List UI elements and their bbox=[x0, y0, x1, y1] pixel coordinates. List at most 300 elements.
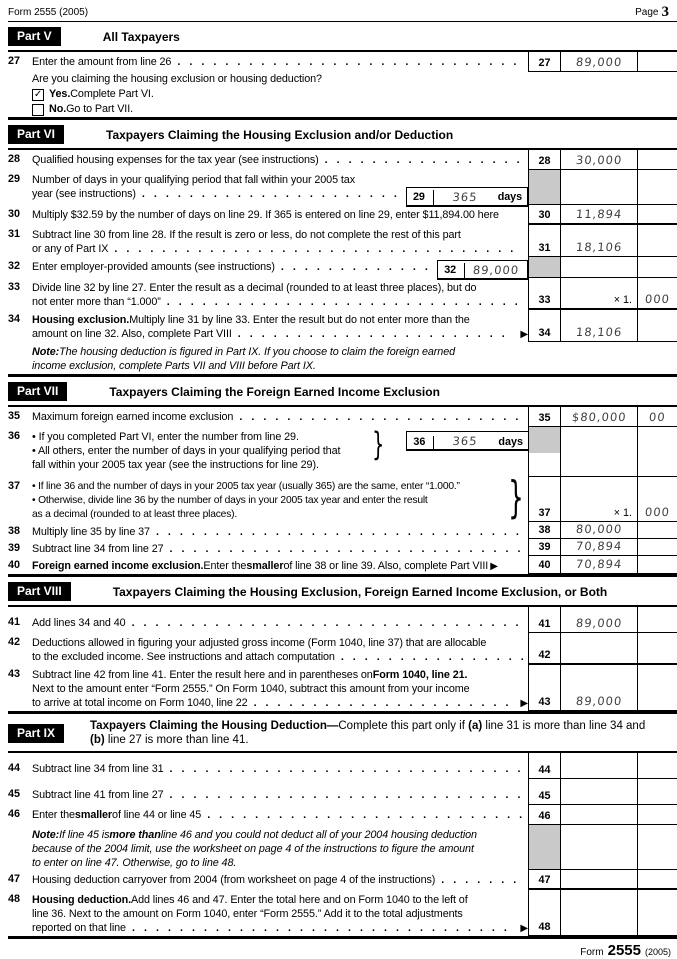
line-number: 44 bbox=[8, 762, 21, 774]
row-left bbox=[8, 825, 528, 870]
text-line bbox=[32, 102, 528, 116]
text-segment: Yes. bbox=[49, 88, 71, 100]
line-42-cents-field[interactable] bbox=[637, 633, 677, 665]
line-text bbox=[32, 52, 528, 72]
part-vi-section bbox=[8, 117, 677, 374]
row-left bbox=[8, 753, 528, 779]
text-line bbox=[32, 856, 528, 870]
continue-arrow-icon: ▶ bbox=[520, 698, 528, 709]
continue-arrow-icon: ▶ bbox=[520, 329, 528, 340]
text-segment: Deductions allowed in figuring your adjusted gross income (Form 1040, line 37) that are allocable bbox=[32, 637, 487, 649]
line-40-number-box: 40 bbox=[528, 556, 560, 574]
text-segment: income exclusion, complete Parts VII and VIII before Part IX. bbox=[32, 360, 316, 372]
footer-form-year: (2005) bbox=[644, 947, 671, 957]
text-line bbox=[32, 410, 528, 424]
line-28-cents-field[interactable] bbox=[637, 150, 677, 170]
line-43-number-box: 43 bbox=[528, 665, 560, 711]
text-segment: Housing exclusion. bbox=[32, 314, 130, 326]
text-line bbox=[32, 808, 528, 822]
dot-leader bbox=[239, 410, 524, 424]
line-text bbox=[32, 890, 528, 936]
line-text bbox=[32, 102, 528, 117]
part-ix-header bbox=[8, 714, 677, 753]
row-32 bbox=[8, 257, 677, 278]
text-segment: (a) bbox=[468, 720, 483, 732]
text-segment: Maximum foreign earned income exclusion bbox=[32, 411, 234, 423]
text-segment: Next to the amount enter “Form 2555.” On Form 1040, subtract this amount from your income bbox=[32, 683, 470, 695]
line-32-inner-box bbox=[437, 260, 528, 280]
yes-checkbox[interactable] bbox=[32, 89, 44, 101]
part-vii-badge: Part VII bbox=[8, 382, 67, 401]
line-text bbox=[32, 633, 528, 665]
line-28-amount-field[interactable] bbox=[560, 150, 637, 170]
row-43 bbox=[8, 665, 677, 711]
brace-icon: } bbox=[508, 472, 524, 523]
line-number: 37 bbox=[8, 480, 21, 492]
text-segment: Enter employer-provided amounts (see instructions) bbox=[32, 261, 275, 273]
line-text bbox=[32, 170, 528, 205]
dot-leader bbox=[156, 525, 524, 539]
text-segment: If line 45 is bbox=[59, 829, 110, 841]
text-line bbox=[32, 327, 528, 342]
line-text bbox=[32, 427, 528, 477]
line-text bbox=[32, 257, 528, 278]
text-segment: Go to Part VII. bbox=[66, 103, 134, 115]
line-42-number-box: 42 bbox=[528, 633, 560, 665]
line-text bbox=[32, 539, 528, 556]
text-segment: Taxpayers Claiming the Foreign Earned Income Exclusion bbox=[109, 384, 440, 399]
text-segment: • If line 36 and the number of days in your 2005 tax year (usually 365) are the same, enter “1.000.” bbox=[32, 481, 460, 492]
line-37-amount-field[interactable] bbox=[560, 477, 637, 522]
line-45-cents-field[interactable] bbox=[637, 779, 677, 805]
line-number bbox=[8, 825, 32, 870]
text-line bbox=[32, 295, 528, 309]
line-33-cents-value: 000 bbox=[644, 292, 671, 306]
line-46-cents-field[interactable] bbox=[637, 805, 677, 825]
text-segment: Add lines 46 and 47. Enter the total here and on Form 1040 to the left of bbox=[130, 894, 468, 906]
text-segment: year (see instructions) bbox=[32, 188, 136, 200]
dot-leader bbox=[142, 187, 398, 201]
line-48-amount-field[interactable] bbox=[560, 890, 637, 936]
text-segment: Taxpayers Claiming the Housing Exclusion and/or Deduction bbox=[106, 127, 454, 142]
line-31-amount-field[interactable] bbox=[560, 225, 637, 257]
row-47 bbox=[8, 870, 677, 890]
row-31 bbox=[8, 225, 677, 257]
line-27-value: 89,000 bbox=[575, 55, 623, 69]
line-30-cents-field[interactable] bbox=[637, 205, 677, 225]
text-segment: Note: bbox=[32, 346, 60, 358]
text-line bbox=[32, 893, 528, 907]
row-38 bbox=[8, 522, 677, 539]
dot-leader bbox=[341, 650, 524, 664]
line-47-amount-field[interactable] bbox=[560, 870, 637, 890]
text-segment: Multiply line 35 by line 37 bbox=[32, 526, 150, 538]
row-left bbox=[8, 539, 528, 556]
line-41-amount-field[interactable] bbox=[560, 607, 637, 633]
line-text bbox=[32, 665, 528, 711]
row-left bbox=[8, 310, 528, 342]
line-33-number-box: 33 bbox=[528, 278, 560, 310]
line-36-number-box bbox=[528, 427, 560, 477]
text-segment: line 31 is more than line 34 and bbox=[482, 720, 646, 732]
text-segment: of line 44 or line 45 bbox=[112, 809, 202, 821]
text-line bbox=[32, 636, 528, 650]
line-32-cents-field[interactable] bbox=[637, 257, 677, 278]
row-left bbox=[8, 805, 528, 825]
line-text bbox=[32, 278, 528, 310]
check-icon: ✓ bbox=[33, 89, 43, 100]
text-segment: Taxpayers Claiming the Housing Exclusion, Foreign Earned Income Exclusion, or Both bbox=[112, 584, 608, 599]
text-line bbox=[32, 359, 528, 373]
line-30-amount-field[interactable] bbox=[560, 205, 637, 225]
part-vii-section bbox=[8, 374, 677, 574]
row-left bbox=[8, 407, 528, 427]
line-48-number-box: 48 bbox=[528, 890, 560, 936]
line-number: 31 bbox=[8, 228, 21, 240]
part-vi-title bbox=[106, 128, 453, 142]
line-45-number-box: 45 bbox=[528, 779, 560, 805]
part-vi-badge: Part VI bbox=[8, 125, 64, 144]
row-left bbox=[8, 607, 528, 633]
row-left bbox=[8, 257, 528, 278]
line-36-inner-value-field[interactable]: 365 bbox=[452, 434, 479, 448]
line-text bbox=[32, 825, 528, 870]
line-34-amount-field[interactable] bbox=[560, 310, 637, 342]
line-36-amount-field[interactable] bbox=[560, 427, 637, 477]
text-line bbox=[32, 668, 528, 682]
line-number: 35 bbox=[8, 410, 21, 422]
line-number: 29 bbox=[8, 173, 21, 185]
text-line bbox=[32, 228, 528, 242]
line-29-inner-box bbox=[406, 187, 528, 207]
text-line bbox=[32, 173, 528, 187]
line-number: 30 bbox=[8, 208, 21, 220]
text-segment: (b) bbox=[90, 734, 105, 746]
text-segment: as a decimal (rounded to at least three places). bbox=[32, 509, 238, 520]
row-34 bbox=[8, 310, 677, 342]
line-number: 34 bbox=[8, 313, 21, 325]
part-v-section bbox=[8, 22, 677, 117]
line-43-amount-field[interactable] bbox=[560, 665, 637, 711]
text-line bbox=[32, 72, 528, 86]
line-39-cents-field[interactable] bbox=[637, 539, 677, 556]
line-number: 27 bbox=[8, 55, 21, 67]
text-segment: Form 1040, line 21. bbox=[372, 669, 468, 681]
line-27-number-box: 27 bbox=[528, 52, 560, 72]
text-segment: Qualified housing expenses for the tax year (see instructions) bbox=[32, 154, 319, 166]
text-line bbox=[32, 525, 528, 539]
line-36-inner-box bbox=[406, 431, 529, 451]
dot-leader bbox=[114, 242, 524, 256]
line-number bbox=[8, 342, 32, 374]
dot-leader bbox=[170, 542, 524, 556]
page-number: 3 bbox=[661, 4, 669, 20]
text-line bbox=[32, 762, 528, 776]
text-segment: Multiply line 31 by line 33. Enter the result but do not enter more than the bbox=[129, 314, 470, 326]
line-text bbox=[32, 556, 528, 574]
line-44-cents-field[interactable] bbox=[637, 753, 677, 779]
line-36-inner-number: 36 bbox=[407, 436, 434, 449]
dot-leader bbox=[207, 808, 524, 822]
part-ix-badge: Part IX bbox=[8, 724, 64, 743]
line-29-amount-field[interactable] bbox=[560, 170, 637, 205]
row-40 bbox=[8, 556, 677, 574]
line-43-value: 89,000 bbox=[575, 694, 623, 708]
row-29 bbox=[8, 170, 677, 205]
part-viii-section bbox=[8, 574, 677, 711]
text-line bbox=[32, 458, 528, 472]
text-line bbox=[32, 696, 528, 711]
line-40-value: 70,894 bbox=[575, 557, 623, 571]
line-number: 40 bbox=[8, 559, 21, 571]
text-line bbox=[32, 508, 528, 522]
line-44-amount-field[interactable] bbox=[560, 753, 637, 779]
row-left bbox=[8, 205, 528, 225]
row bbox=[8, 825, 677, 870]
text-line bbox=[32, 907, 528, 921]
text-segment: Complete this part only if bbox=[338, 720, 469, 732]
page-footer bbox=[8, 939, 677, 959]
text-line bbox=[32, 842, 528, 856]
line-38-number-box: 38 bbox=[528, 522, 560, 539]
page-label: Page bbox=[635, 7, 659, 18]
text-line bbox=[32, 260, 528, 278]
dot-leader bbox=[254, 696, 515, 710]
line-40-amount-field[interactable] bbox=[560, 556, 637, 574]
continue-arrow-icon: ▶ bbox=[520, 923, 528, 934]
footer-form-word: Form bbox=[580, 947, 604, 958]
row-48 bbox=[8, 890, 677, 936]
line-46-amount-field[interactable] bbox=[560, 805, 637, 825]
text-segment: • Otherwise, divide line 36 by the number of days in your 2005 tax year and enter the result bbox=[32, 495, 428, 506]
line-35-cents-field[interactable] bbox=[637, 407, 677, 427]
line-35-cents-value: 00 bbox=[648, 410, 667, 424]
line-text bbox=[32, 779, 528, 805]
row-left bbox=[8, 87, 528, 102]
text-line bbox=[32, 650, 528, 664]
line-42-amount-field[interactable] bbox=[560, 633, 637, 665]
text-segment: Housing deduction. bbox=[32, 894, 131, 906]
line-number: 38 bbox=[8, 525, 21, 537]
row-44 bbox=[8, 753, 677, 779]
no-checkbox[interactable] bbox=[32, 104, 44, 116]
part-ix-section bbox=[8, 711, 677, 939]
text-segment: because of the 2004 limit, use the worksheet on page 4 of the instructions to figure the amount bbox=[32, 843, 474, 855]
text-segment: amount on line 32. Also, complete Part VIII bbox=[32, 328, 232, 340]
text-segment: No. bbox=[49, 103, 67, 115]
line-number: 47 bbox=[8, 873, 21, 885]
line-number bbox=[8, 87, 32, 102]
line-32-number-box bbox=[528, 257, 560, 278]
line-47-number-box: 47 bbox=[528, 870, 560, 890]
line-41-cents-field[interactable] bbox=[637, 607, 677, 633]
line-number bbox=[8, 102, 32, 117]
line-40-cents-field[interactable] bbox=[637, 556, 677, 574]
text-segment: to the excluded income. See instructions and attach computation bbox=[32, 651, 335, 663]
line-text bbox=[32, 607, 528, 633]
part-viii-title bbox=[113, 585, 608, 599]
part-vi-header bbox=[8, 120, 677, 150]
line-29-inner-number: 29 bbox=[407, 190, 434, 205]
dot-leader bbox=[170, 788, 524, 802]
row-left bbox=[8, 779, 528, 805]
line-39-amount-field[interactable] bbox=[560, 539, 637, 556]
line-34-value: 18,106 bbox=[575, 325, 623, 339]
part-vii-title bbox=[109, 385, 440, 399]
line-number: 41 bbox=[8, 616, 21, 628]
line-31-cents-field[interactable] bbox=[637, 225, 677, 257]
line-text bbox=[32, 150, 528, 170]
row-left bbox=[8, 72, 528, 87]
line-number: 36 bbox=[8, 430, 21, 442]
line-38-amount-field[interactable] bbox=[560, 522, 637, 539]
line-35-amount-field[interactable] bbox=[560, 407, 637, 427]
page-indicator bbox=[635, 4, 669, 20]
text-segment: Are you claiming the housing exclusion or housing deduction? bbox=[32, 73, 322, 85]
line-x-amount-field[interactable] bbox=[560, 825, 637, 870]
text-segment: Subtract line 34 from line 27 bbox=[32, 543, 164, 555]
line-32-inner-number: 32 bbox=[438, 263, 465, 278]
row bbox=[8, 72, 677, 87]
line-31-number-box: 31 bbox=[528, 225, 560, 257]
row-left bbox=[8, 870, 528, 890]
line-37-cents-field[interactable] bbox=[637, 477, 677, 522]
text-segment: to enter on line 47. Otherwise, go to line 48. bbox=[32, 857, 237, 869]
text-line bbox=[32, 788, 528, 802]
part-v-badge: Part V bbox=[8, 27, 61, 46]
line-number bbox=[8, 72, 32, 87]
text-segment: Add lines 34 and 40 bbox=[32, 617, 126, 629]
line-text bbox=[32, 472, 528, 523]
line-47-cents-field[interactable] bbox=[637, 870, 677, 890]
row-left bbox=[8, 102, 528, 117]
line-x-cents-field[interactable] bbox=[637, 825, 677, 870]
line-39-value: 70,894 bbox=[575, 539, 623, 553]
line-34-cents-field[interactable] bbox=[637, 310, 677, 342]
row-left bbox=[8, 225, 528, 257]
row-45 bbox=[8, 779, 677, 805]
form-body bbox=[8, 22, 677, 939]
line-27-cents-field[interactable] bbox=[637, 52, 677, 72]
days-unit-label: days bbox=[497, 191, 522, 203]
text-line bbox=[32, 187, 528, 205]
text-line bbox=[32, 616, 528, 630]
text-segment: line 27 is more than line 41. bbox=[104, 734, 249, 746]
row-left bbox=[8, 472, 528, 523]
line-33-printed-factor: × 1. bbox=[613, 294, 632, 306]
dot-leader bbox=[132, 921, 514, 935]
dot-leader bbox=[177, 55, 524, 69]
text-line bbox=[32, 87, 528, 101]
text-segment: or any of Part IX bbox=[32, 243, 109, 255]
line-35-value: $80,000 bbox=[571, 410, 627, 424]
text-segment: Subtract line 41 from line 27 bbox=[32, 789, 164, 801]
continue-arrow-icon: ▶ bbox=[490, 561, 498, 572]
line-48-cents-field[interactable] bbox=[637, 890, 677, 936]
line-38-cents-field[interactable] bbox=[637, 522, 677, 539]
text-segment: Number of days in your qualifying period that fall within your 2005 tax bbox=[32, 174, 355, 186]
dot-leader bbox=[167, 295, 524, 309]
text-line bbox=[32, 559, 528, 574]
line-number: 43 bbox=[8, 668, 21, 680]
line-43-cents-field[interactable] bbox=[637, 665, 677, 711]
line-27-amount-field[interactable] bbox=[560, 52, 637, 72]
line-45-amount-field[interactable] bbox=[560, 779, 637, 805]
line-text bbox=[32, 205, 528, 225]
text-segment: The housing deduction is figured in Part IX. If you choose to claim the foreign earned bbox=[59, 346, 456, 358]
row-left bbox=[8, 52, 528, 72]
text-line bbox=[32, 828, 528, 842]
text-segment: to arrive at total income on Form 1040, line 22 bbox=[32, 697, 248, 709]
line-text bbox=[32, 342, 528, 374]
line-30-number-box: 30 bbox=[528, 205, 560, 225]
line-number: 46 bbox=[8, 808, 21, 820]
text-line bbox=[32, 55, 528, 69]
row-left bbox=[8, 522, 528, 539]
text-segment: not enter more than “1.000” bbox=[32, 296, 161, 308]
line-46-number-box: 46 bbox=[528, 805, 560, 825]
text-segment: Housing deduction carryover from 2004 (from worksheet on page 4 of the instructions) bbox=[32, 874, 436, 886]
text-segment: reported on that line bbox=[32, 922, 126, 934]
text-segment: Enter the bbox=[32, 809, 75, 821]
line-number: 39 bbox=[8, 542, 21, 554]
row-33 bbox=[8, 278, 677, 310]
line-29-inner-value-field[interactable]: 365 bbox=[451, 190, 478, 204]
line-36-cents-field[interactable] bbox=[637, 427, 677, 477]
text-segment: Subtract line 42 from line 41. Enter the result here and in parentheses on bbox=[32, 669, 373, 681]
part-ix-title bbox=[90, 719, 646, 747]
row-left bbox=[8, 278, 528, 310]
line-32-inner-value-field[interactable]: 89,000 bbox=[472, 263, 520, 277]
line-33-amount-field[interactable] bbox=[560, 278, 637, 310]
line-44-number-box: 44 bbox=[528, 753, 560, 779]
brace-icon: } bbox=[371, 425, 384, 463]
text-segment: Divide line 32 by line 27. Enter the result as a decimal (rounded to at least three places), but do bbox=[32, 282, 477, 294]
row-left bbox=[8, 556, 528, 574]
line-37-printed-factor: × 1. bbox=[613, 507, 632, 519]
row-27 bbox=[8, 52, 677, 72]
line-34-number-box: 34 bbox=[528, 310, 560, 342]
row-left bbox=[8, 342, 528, 374]
line-33-cents-field[interactable] bbox=[637, 278, 677, 310]
line-number: 48 bbox=[8, 893, 21, 905]
text-line bbox=[32, 921, 528, 936]
dot-leader bbox=[238, 327, 515, 341]
text-segment: Multiply $32.59 by the number of days on line 29. If 365 is entered on line 29, enter $11,894.00 here bbox=[32, 209, 499, 221]
text-segment: • All others, enter the number of days in your qualifying period that bbox=[32, 445, 341, 457]
text-segment: Note: bbox=[32, 829, 60, 841]
row-30 bbox=[8, 205, 677, 225]
row-35 bbox=[8, 407, 677, 427]
line-text bbox=[32, 870, 528, 890]
line-text bbox=[32, 522, 528, 539]
dot-leader bbox=[325, 153, 524, 167]
dot-leader bbox=[281, 260, 429, 274]
text-segment: Subtract line 34 from line 31 bbox=[32, 763, 164, 775]
line-29-cents-field[interactable] bbox=[637, 170, 677, 205]
days-unit-label: days bbox=[498, 436, 523, 448]
line-text bbox=[32, 407, 528, 427]
row-left bbox=[8, 150, 528, 170]
line-32-amount-field[interactable] bbox=[560, 257, 637, 278]
line-31-value: 18,106 bbox=[575, 240, 623, 254]
text-line bbox=[32, 480, 528, 494]
line-37-cents-value: 000 bbox=[644, 505, 671, 519]
line-number: 32 bbox=[8, 260, 21, 272]
text-segment: smaller bbox=[74, 809, 113, 821]
text-segment: smaller bbox=[246, 560, 284, 572]
text-segment: of line 38 or line 39. Also, complete Part VIII bbox=[283, 560, 489, 572]
